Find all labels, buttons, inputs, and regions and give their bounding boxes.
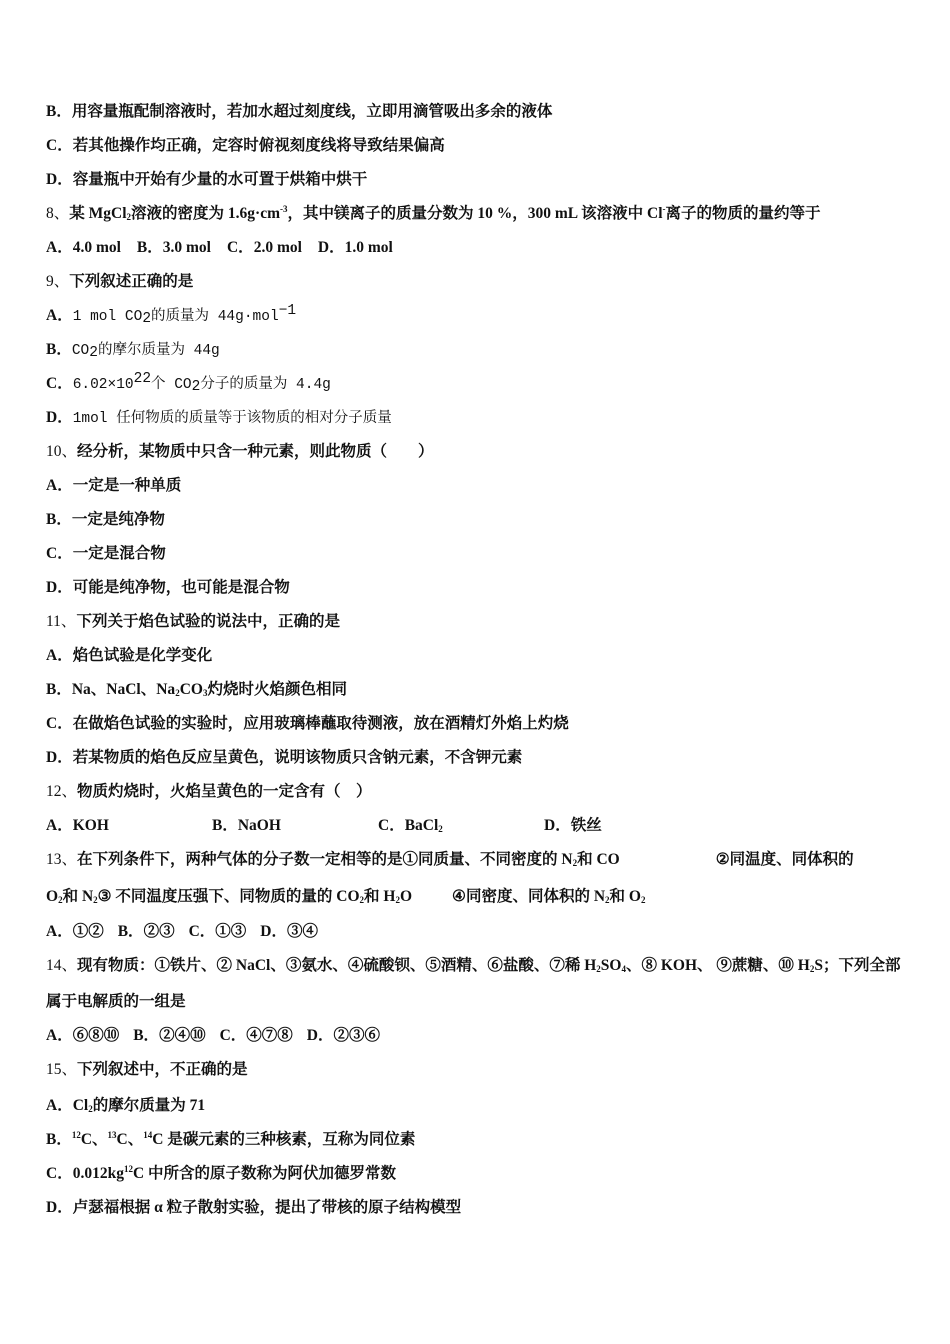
subscript: 3 (202, 688, 208, 698)
stem-text: 属于电解质的一组是 (46, 993, 186, 1010)
subscript: 2 (89, 345, 98, 361)
q14-stem-line2 (46, 992, 186, 1012)
q9-option-c (46, 371, 331, 395)
option-label: B． (46, 1131, 72, 1148)
q8-options (46, 238, 393, 258)
q15-option-b: B．$^{12}$C、$^{13}$C、$^{14}$C 是碳元素的三种核素，互称为同位素 (46, 1130, 416, 1148)
option-label: A． (46, 647, 73, 664)
q14-stem-line1: 14、现有物质：①铁片、② NaCl、③氨水、④硫酸钡、⑤酒精、⑥盐酸、⑦稀 $H_2SO_4$、⑧ KOH、 ⑨蔗糖、⑩ $H_2S$；下列全部 (46, 957, 901, 974)
option-text: 一定是一种单质 (72, 477, 182, 494)
stem-text: 下列叙述正确的是 (69, 273, 194, 290)
option-text: 的摩尔质量为 44g (97, 343, 220, 359)
superscript: −1 (278, 303, 297, 319)
q8-option-c: C．2.0 mol (226, 239, 302, 256)
option-text: 卢瑟福根据 α 粒子散射实验，提出了带核的原子结构模型 (72, 1199, 462, 1216)
q10-option-d (46, 578, 290, 598)
option-text: 6.02×10 (72, 377, 134, 393)
question-number: 10、 (46, 443, 78, 460)
q10-option-a (46, 476, 181, 496)
q11-stem (46, 612, 340, 632)
q15-stem (46, 1060, 248, 1080)
option-text: 分子的质量为 4.4g (200, 377, 331, 393)
q12-option-a: A．KOH (46, 817, 109, 834)
stem-text: 物质灼烧时，火焰呈黄色的一定含有（ ） (77, 783, 372, 800)
q11-option-a (46, 646, 212, 666)
option-label: D． (46, 1199, 73, 1216)
stem-text: 和 CO (577, 851, 620, 868)
q12-option-c: C．BaCl$_2$ (378, 817, 443, 834)
q14-options (46, 1026, 380, 1046)
option-text: 1 mol CO (72, 309, 143, 325)
option-text: 用容量瓶配制溶液时，若加水超过刻度线，立即用滴管吸出多余的液体 (71, 103, 553, 120)
subscript: 2 (572, 858, 578, 868)
q8-option-a: A．4.0 mol (46, 239, 121, 256)
option-text: 1mol 任何物质的质量等于该物质的相对分子质量 (72, 411, 392, 427)
q14-option-d: D．②③⑥ (306, 1027, 381, 1044)
q14-option-a: A．⑥⑧⑩ (46, 1027, 120, 1044)
q12-options (46, 816, 710, 836)
option-label: D． (46, 409, 73, 426)
question-number: 9、 (46, 273, 70, 290)
question-number: 13、 (46, 851, 78, 868)
q13-option-c: C．①③ (188, 923, 247, 940)
option-text: 个 CO (151, 377, 192, 393)
stem-text: ②同温度、同体积的 (715, 851, 854, 868)
q9-option-a (46, 303, 297, 327)
option-text: 焰色试验是化学变化 (72, 647, 213, 664)
option-label: C． (46, 137, 73, 154)
stem-text: 在下列条件下，两种气体的分子数一定相等的是①同质量、不同密度的 N (77, 851, 573, 868)
q12-option-b: B．NaOH (212, 817, 281, 834)
q9-option-d (46, 408, 392, 429)
question-number: 8、 (46, 205, 70, 222)
option-text: CO (71, 343, 90, 359)
q13-options (46, 922, 318, 942)
subscript: 2 (191, 379, 201, 395)
question-number: 15、 (46, 1061, 78, 1078)
q8-option-b: B．3.0 mol (136, 239, 211, 256)
option-text: 容量瓶中开始有少量的水可置于烘箱中烘干 (72, 171, 368, 188)
stem-text: ，其中镁离子的质量分数为 10 %，300 mL 该溶液中 Cl (287, 205, 663, 222)
q10-option-c (46, 544, 166, 564)
option-text: 一定是混合物 (72, 545, 166, 562)
q10-option-b (46, 510, 165, 530)
superscript: 22 (133, 371, 152, 387)
q13-option-b: B．②③ (117, 923, 175, 940)
q13-option-a: A．①② (46, 923, 104, 940)
stem-text: 某 MgCl (69, 205, 127, 222)
option-label: C． (46, 1165, 73, 1182)
q13-option-d: D．③④ (260, 923, 319, 940)
question-number: 14、 (46, 957, 78, 974)
option-text: 的质量为 44g·mol (151, 309, 279, 325)
q9-stem (46, 272, 193, 292)
q15-option-a: A．$Cl_2$的摩尔质量为 71 (46, 1097, 206, 1114)
option-label: A． (46, 477, 73, 494)
option-label: D． (46, 171, 73, 188)
q13-stem-line1 (46, 850, 854, 870)
q14-option-b: B．②④⑩ (133, 1027, 206, 1044)
stem-text: 下列叙述中，不正确的是 (77, 1061, 248, 1078)
superscript: -3 (280, 204, 288, 214)
subscript: 2 (126, 212, 132, 222)
option-label: C． (46, 715, 73, 732)
q11-option-d (46, 748, 522, 768)
option-text: 灼烧时火焰颜色相同 (207, 681, 347, 698)
option-label: A． (46, 1097, 73, 1114)
option-text: 在做焰色试验的实验时，应用玻璃棒蘸取待测液，放在酒精灯外焰上灼烧 (72, 715, 569, 732)
q15-option-d (46, 1198, 461, 1218)
option-text: 若其他操作均正确，定容时俯视刻度线将导致结果偏高 (72, 137, 445, 154)
q9-option-b (46, 340, 220, 361)
question-number: 12、 (46, 783, 78, 800)
option-label: B． (46, 103, 72, 120)
q7-option-c (46, 136, 445, 156)
option-label: C． (46, 375, 73, 392)
question-number: 11、 (46, 613, 77, 630)
option-text: 一定是纯净物 (71, 511, 165, 528)
q7-option-d (46, 170, 367, 190)
option-label: D． (46, 749, 73, 766)
option-label: A． (46, 307, 73, 324)
option-text: 可能是纯净物，也可能是混合物 (72, 579, 290, 596)
q15-option-c: C．$0.012kg^{12}C$ 中所含的原子数称为阿伏加德罗常数 (46, 1164, 397, 1182)
superscript: - (662, 204, 666, 214)
option-label: B． (46, 341, 72, 358)
q12-stem (46, 782, 372, 802)
q12-option-d: D．铁丝 (544, 817, 602, 834)
option-label: B． (46, 681, 72, 698)
option-text: CO (179, 681, 203, 698)
stem-text: 经分析，某物质中只含一种元素，则此物质（ ） (77, 443, 434, 460)
q11-option-c (46, 714, 569, 734)
q7-option-b (46, 102, 552, 122)
q11-option-b (46, 680, 347, 700)
option-text: 若某物质的焰色反应呈黄色，说明该物质只含钠元素，不含钾元素 (72, 749, 523, 766)
option-text: Na、NaCl、Na (71, 681, 176, 698)
stem-text: 下列关于焰色试验的说法中，正确的是 (76, 613, 340, 630)
q13-stem-line2: $O_2$和 $N_2③$ 不同温度压强下、同物质的量的 $CO_2$和 $H_2O$ ④同密度、同体积的 $N_2$和 $O_2$ (46, 888, 646, 905)
q8-option-d: D．1.0 mol (317, 239, 393, 256)
q10-stem (46, 442, 434, 462)
stem-text: 离子的物质的量约等于 (665, 205, 821, 222)
option-label: B． (46, 511, 72, 528)
option-label: C． (46, 545, 73, 562)
q8-stem (46, 204, 821, 224)
subscript: 2 (142, 311, 152, 327)
stem-text: 溶液的密度为 1.6g·cm (131, 205, 280, 222)
subscript: 2 (175, 688, 180, 698)
q14-option-c: C．④⑦⑧ (219, 1027, 293, 1044)
option-label: D． (46, 579, 73, 596)
